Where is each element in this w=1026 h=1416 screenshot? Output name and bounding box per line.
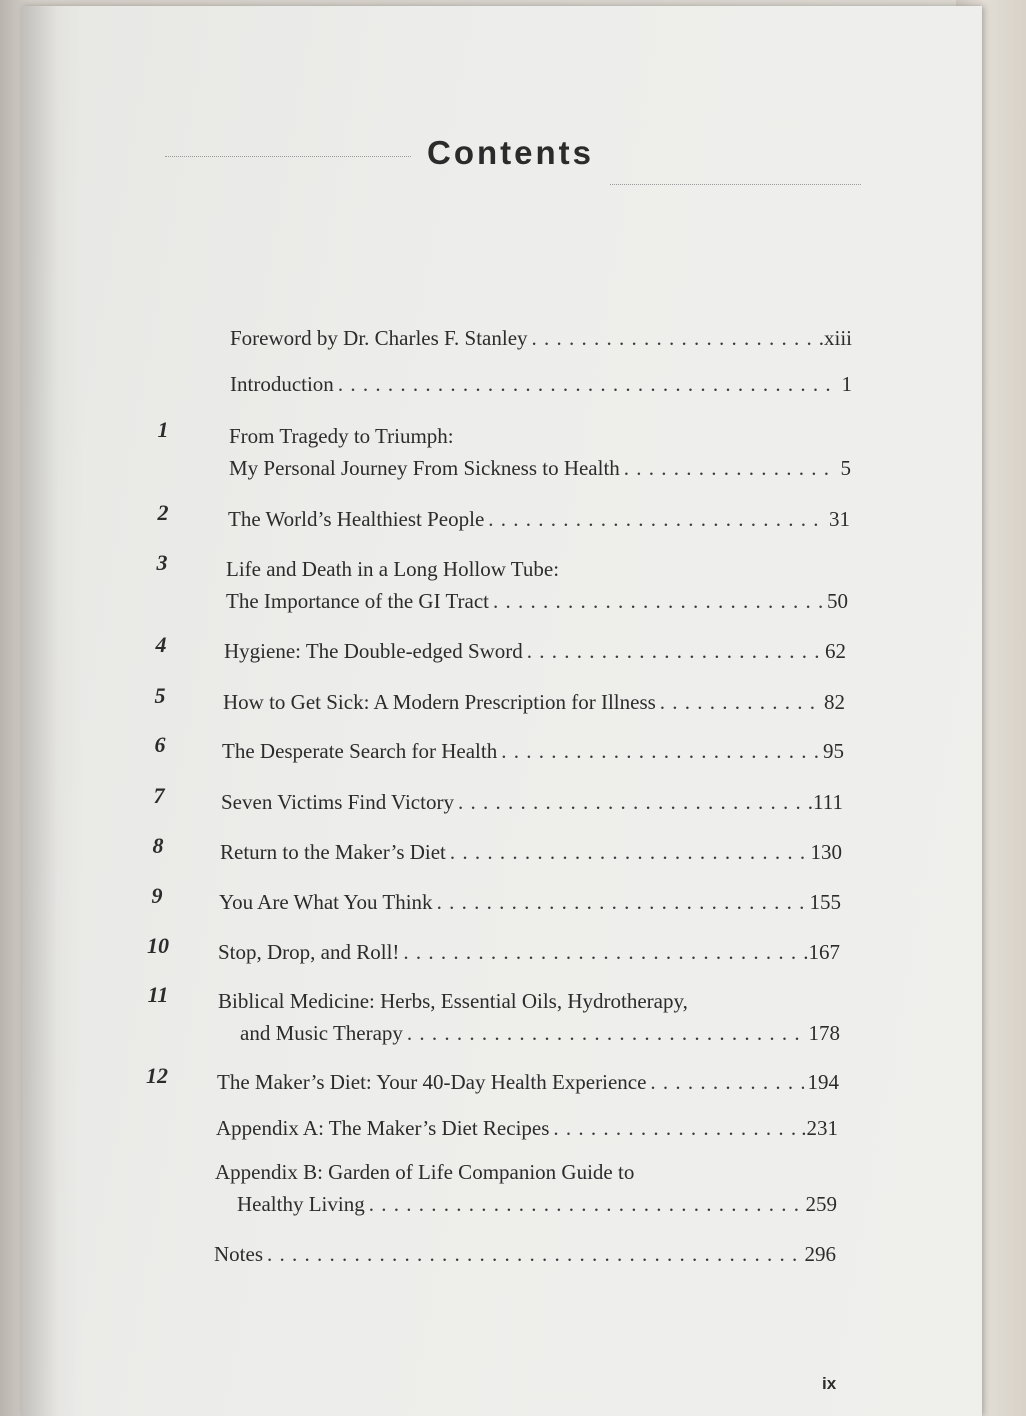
dot-leader xyxy=(493,585,823,617)
toc-page-number: 194 xyxy=(807,1070,839,1094)
toc-entry-title: Hygiene: The Double-edged Sword xyxy=(224,639,523,663)
chapter-number: 3 xyxy=(156,550,168,575)
dot-leader xyxy=(369,1188,802,1220)
dot-leader xyxy=(501,735,819,767)
toc-entry-title: Introduction xyxy=(230,372,334,396)
toc-page-number: 130 xyxy=(810,840,842,864)
dot-leader xyxy=(650,1066,803,1098)
chapter-number: 10 xyxy=(147,933,169,958)
toc-entry-title: and Music Therapy xyxy=(240,1021,403,1045)
chapter-number: 12 xyxy=(146,1063,168,1088)
dot-leader xyxy=(267,1238,801,1270)
toc-entry xyxy=(218,936,840,968)
page-title: Contents xyxy=(427,134,594,171)
toc-entry-title: Appendix B: Garden of Life Companion Guide to xyxy=(215,1160,635,1184)
dot-leader xyxy=(450,836,807,868)
toc-entry xyxy=(215,1156,837,1220)
contents-heading xyxy=(165,134,861,194)
dot-leader xyxy=(458,786,804,818)
toc-entry-title: The Maker’s Diet: Your 40-Day Health Experience xyxy=(217,1070,647,1094)
toc-page-number: 178 xyxy=(808,1021,840,1045)
toc-entry xyxy=(214,1238,836,1270)
toc-entry-title: Life and Death in a Long Hollow Tube: xyxy=(226,557,560,581)
chapter-number: 1 xyxy=(157,417,169,442)
toc-entry-title: The World’s Healthiest People xyxy=(228,507,485,531)
chapter-number: 11 xyxy=(147,982,169,1007)
toc-entry-title: Appendix A: The Maker’s Diet Recipes xyxy=(216,1116,550,1140)
toc-entry xyxy=(221,786,843,818)
dot-leader xyxy=(407,1017,805,1049)
toc-page-number: 31 xyxy=(829,507,850,531)
toc-entry xyxy=(230,368,852,400)
toc-page-number: .xiii xyxy=(818,326,852,350)
toc-entry-title: The Importance of the GI Tract xyxy=(226,589,490,613)
toc-page-number: .111 xyxy=(807,790,843,814)
dot-leader xyxy=(437,886,806,918)
toc-page-number: 82 xyxy=(824,690,845,714)
toc-page-number: 259 xyxy=(805,1192,837,1216)
dot-leader xyxy=(488,503,825,535)
toc-entry-title: The Desperate Search for Health xyxy=(222,739,498,763)
dot-leader xyxy=(660,686,820,718)
toc-page-number: 95 xyxy=(823,739,844,763)
toc-entry-title: You Are What You Think xyxy=(219,890,433,914)
toc-entry-title: Stop, Drop, and Roll! xyxy=(218,940,400,964)
heading-rule-right xyxy=(610,184,861,185)
toc-entry-title: From Tragedy to Triumph: xyxy=(229,424,454,448)
toc-entry xyxy=(222,735,844,767)
dot-leader xyxy=(532,322,815,354)
chapter-number: 7 xyxy=(153,783,165,808)
chapter-number: 4 xyxy=(155,632,167,657)
toc-entry xyxy=(218,985,840,1049)
dot-leader xyxy=(624,452,837,484)
heading-rule-left xyxy=(165,156,411,157)
toc-entry-title: Biblical Medicine: Herbs, Essential Oils, Hydrotherapy, xyxy=(218,989,688,1013)
toc-page-number: 62 xyxy=(825,639,846,663)
dot-leader xyxy=(338,368,838,400)
toc-entry-title: Healthy Living xyxy=(237,1192,365,1216)
toc-page-number: 50 xyxy=(827,589,848,613)
toc-entry xyxy=(216,1112,838,1144)
toc-entry xyxy=(229,420,851,484)
toc-entry-title: Seven Victims Find Victory xyxy=(221,790,454,814)
dot-leader xyxy=(403,936,799,968)
toc-entry-title: My Personal Journey From Sickness to Health xyxy=(229,456,620,480)
toc-entry xyxy=(224,635,846,667)
toc-page-number: 5 xyxy=(840,456,851,480)
toc-page-number: 155 xyxy=(809,890,841,914)
toc-entry xyxy=(220,836,842,868)
chapter-number: 2 xyxy=(157,500,169,525)
chapter-number: 5 xyxy=(154,683,166,708)
toc-page-number: .167 xyxy=(803,940,840,964)
toc-entry xyxy=(230,322,852,354)
chapter-number: 8 xyxy=(152,833,164,858)
toc-entry-title: How to Get Sick: A Modern Prescription for Illness xyxy=(223,690,656,714)
dot-leader xyxy=(527,635,821,667)
toc-entry xyxy=(223,686,845,718)
toc-entry-title: Notes xyxy=(214,1242,263,1266)
toc-entry xyxy=(217,1066,839,1098)
toc-entry-title: Foreword by Dr. Charles F. Stanley xyxy=(230,326,528,350)
toc-page-number: 296 xyxy=(804,1242,836,1266)
toc-page-number: 1 xyxy=(841,372,852,396)
dot-leader xyxy=(553,1112,797,1144)
toc-entry xyxy=(228,503,850,535)
toc-page-number: .231 xyxy=(801,1116,838,1140)
toc-entry-title: Return to the Maker’s Diet xyxy=(220,840,446,864)
toc-entry xyxy=(226,553,848,617)
page-gutter-shadow xyxy=(22,6,82,1416)
toc-entry xyxy=(219,886,841,918)
page-number: ix xyxy=(822,1374,837,1393)
chapter-number: 6 xyxy=(154,732,166,757)
chapter-number: 9 xyxy=(151,883,163,908)
